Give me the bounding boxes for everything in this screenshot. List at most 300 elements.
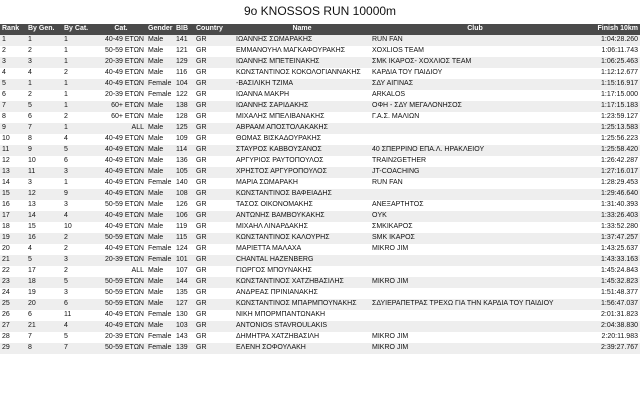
cell-name: ΙΩΑΝΝΗΣ ΣΩΜΑΡΑΚΗΣ [234, 35, 370, 46]
cell-bib: 139 [174, 343, 194, 354]
cell-name: ΝΙΚΗ ΜΠΟΡΜΠΑΝΤΩΝΑΚΗ [234, 310, 370, 321]
cell-by-category: 6 [62, 299, 96, 310]
cell-by-gender: 10 [26, 156, 62, 167]
cell-country: GR [194, 134, 234, 145]
cell-bib: 135 [174, 288, 194, 299]
cell-bib: 144 [174, 277, 194, 288]
col-name[interactable]: Name [234, 24, 370, 35]
cell-category: 50-59 ΕΤΩΝ [96, 288, 146, 299]
cell-gender: Male [146, 288, 174, 299]
cell-rank: 22 [0, 266, 26, 277]
cell-by-category: 4 [62, 321, 96, 332]
cell-by-category: 2 [62, 233, 96, 244]
col-category[interactable]: Cat. [96, 24, 146, 35]
cell-club: ΟΦΗ - ΣΔΥ ΜΕΓΑΛΟΝΗΣΟΣ [370, 101, 580, 112]
cell-rank: 9 [0, 123, 26, 134]
cell-category: 40-49 ΕΤΩΝ [96, 68, 146, 79]
cell-by-category: 5 [62, 332, 96, 343]
cell-finish: 2:01:31.823 [580, 310, 640, 321]
cell-finish: 1:15:16.917 [580, 79, 640, 90]
cell-country: GR [194, 101, 234, 112]
cell-by-gender: 1 [26, 35, 62, 46]
cell-club [370, 255, 580, 266]
cell-country: GR [194, 112, 234, 123]
cell-country: GR [194, 321, 234, 332]
cell-by-gender: 11 [26, 167, 62, 178]
cell-name: ΕΛΕΝΗ ΣΟΦΟΥΛΑΚΗ [234, 343, 370, 354]
cell-bib: 143 [174, 332, 194, 343]
cell-bib: 124 [174, 244, 194, 255]
table-row[interactable] [0, 156, 640, 167]
cell-rank: 8 [0, 112, 26, 123]
cell-club: ΣΔΥ ΑΙΓΙΝΑΣ [370, 79, 580, 90]
cell-bib: 107 [174, 266, 194, 277]
cell-category: 40-49 ΕΤΩΝ [96, 79, 146, 90]
cell-rank: 5 [0, 79, 26, 90]
table-row[interactable] [0, 79, 640, 90]
cell-by-category: 9 [62, 189, 96, 200]
cell-by-gender: 5 [26, 255, 62, 266]
cell-name: ΜΑΡΙΑ ΣΩΜΑΡΑΚΗ [234, 178, 370, 189]
cell-name: ΙΩΑΝΝΗΣ ΜΠΕΤΕΙΝΑΚΗΣ [234, 57, 370, 68]
cell-gender: Male [146, 266, 174, 277]
cell-finish: 2:04:38.830 [580, 321, 640, 332]
cell-rank: 3 [0, 57, 26, 68]
cell-by-category: 4 [62, 134, 96, 145]
cell-bib: 125 [174, 123, 194, 134]
table-row[interactable] [0, 112, 640, 123]
cell-by-gender: 19 [26, 288, 62, 299]
cell-country: GR [194, 68, 234, 79]
cell-bib: 121 [174, 46, 194, 57]
col-country[interactable]: Country [194, 24, 234, 35]
cell-rank: 11 [0, 145, 26, 156]
cell-rank: 16 [0, 200, 26, 211]
table-row[interactable] [0, 288, 640, 299]
table-row[interactable] [0, 178, 640, 189]
table-row[interactable] [0, 343, 640, 354]
cell-by-category: 3 [62, 167, 96, 178]
cell-country: GR [194, 332, 234, 343]
cell-bib: 103 [174, 321, 194, 332]
cell-category: 50-59 ΕΤΩΝ [96, 233, 146, 244]
cell-bib: 101 [174, 255, 194, 266]
cell-bib: 128 [174, 112, 194, 123]
cell-category: 50-59 ΕΤΩΝ [96, 343, 146, 354]
col-by-category[interactable]: By Cat. [62, 24, 96, 35]
cell-finish: 2:20:11.983 [580, 332, 640, 343]
cell-finish: 1:31:40.393 [580, 200, 640, 211]
cell-rank: 2 [0, 46, 26, 57]
cell-club: RUN FAN [370, 178, 580, 189]
cell-by-gender: 18 [26, 277, 62, 288]
cell-finish: 1:06:25.463 [580, 57, 640, 68]
cell-name: ΑΒΡΑΑΜ ΑΠΟΣΤΟΛΑΚΑΚΗΣ [234, 123, 370, 134]
cell-club [370, 266, 580, 277]
cell-name: ΓΙΩΡΓΟΣ ΜΠΟΥΝΑΚΗΣ [234, 266, 370, 277]
cell-gender: Male [146, 189, 174, 200]
cell-club: ARKALOS [370, 90, 580, 101]
cell-by-category: 3 [62, 255, 96, 266]
cell-gender: Female [146, 343, 174, 354]
cell-country: GR [194, 90, 234, 101]
cell-country: GR [194, 167, 234, 178]
cell-category: 20-39 ΕΤΩΝ [96, 90, 146, 101]
cell-bib: 138 [174, 101, 194, 112]
cell-by-gender: 4 [26, 68, 62, 79]
cell-rank: 25 [0, 299, 26, 310]
table-row[interactable] [0, 68, 640, 79]
cell-finish: 2:39:27.767 [580, 343, 640, 354]
cell-name: ΚΩΝΣΤΑΝΤΙΝΟΣ ΜΠΑΡΜΠΟΥΝΑΚΗΣ [234, 299, 370, 310]
cell-gender: Female [146, 332, 174, 343]
cell-name: ΜΙΧΑΗΛ ΛΙΝΑΡΔΑΚΗΣ [234, 222, 370, 233]
table-row[interactable] [0, 145, 640, 156]
cell-gender: Male [146, 112, 174, 123]
cell-name: ΚΩΝΣΤΑΝΤΙΝΟΣ ΒΑΦΕΙΑΔΗΣ [234, 189, 370, 200]
cell-gender: Male [146, 57, 174, 68]
col-gender[interactable]: Gender [146, 24, 174, 35]
cell-rank: 6 [0, 90, 26, 101]
table-row[interactable] [0, 46, 640, 57]
cell-country: GR [194, 200, 234, 211]
cell-country: GR [194, 343, 234, 354]
cell-finish: 1:56:47.037 [580, 299, 640, 310]
cell-country: GR [194, 35, 234, 46]
cell-rank: 20 [0, 244, 26, 255]
cell-finish: 1:17:15.183 [580, 101, 640, 112]
cell-by-category: 1 [62, 57, 96, 68]
cell-rank: 27 [0, 321, 26, 332]
cell-by-category: 1 [62, 123, 96, 134]
cell-club: ΑΝΕΞΑΡΤΗΤΟΣ [370, 200, 580, 211]
cell-rank: 29 [0, 343, 26, 354]
cell-by-gender: 15 [26, 222, 62, 233]
table-row[interactable] [0, 222, 640, 233]
cell-by-category: 3 [62, 200, 96, 211]
cell-name: ΑΡΓΥΡΙΟΣ ΡΑΥΤΟΠΟΥΛΟΣ [234, 156, 370, 167]
cell-country: GR [194, 222, 234, 233]
cell-by-gender: 6 [26, 112, 62, 123]
cell-by-gender: 21 [26, 321, 62, 332]
cell-by-category: 2 [62, 68, 96, 79]
cell-country: GR [194, 299, 234, 310]
cell-rank: 4 [0, 68, 26, 79]
cell-gender: Female [146, 310, 174, 321]
cell-club: MIKRO JIM [370, 343, 580, 354]
cell-gender: Male [146, 299, 174, 310]
cell-bib: 114 [174, 145, 194, 156]
cell-rank: 7 [0, 101, 26, 112]
cell-by-category: 5 [62, 277, 96, 288]
cell-rank: 24 [0, 288, 26, 299]
table-row[interactable] [0, 255, 640, 266]
cell-country: GR [194, 233, 234, 244]
cell-finish: 1:33:52.280 [580, 222, 640, 233]
cell-bib: 119 [174, 222, 194, 233]
cell-by-gender: 17 [26, 266, 62, 277]
cell-category: 40-49 ΕΤΩΝ [96, 35, 146, 46]
cell-name: ΣΤΑΥΡΟΣ ΚΑΒΒΟΥΣΑΝΟΣ [234, 145, 370, 156]
cell-name: ΤΑΣΟΣ ΟΙΚΟΝΟΜΑΚΗΣ [234, 200, 370, 211]
cell-finish: 1:04:28.260 [580, 35, 640, 46]
cell-by-gender: 12 [26, 189, 62, 200]
cell-by-gender: 2 [26, 90, 62, 101]
cell-club: Γ.Α.Σ. ΜΑΛΙΩΝ [370, 112, 580, 123]
cell-gender: Male [146, 134, 174, 145]
cell-gender: Male [146, 277, 174, 288]
cell-club: ΣΜΚ ΙΚΑΡΟΣ- ΧΟΧΛΙΟΣ TEAM [370, 57, 580, 68]
cell-by-gender: 6 [26, 310, 62, 321]
cell-rank: 17 [0, 211, 26, 222]
cell-gender: Male [146, 68, 174, 79]
cell-country: GR [194, 266, 234, 277]
cell-bib: 127 [174, 299, 194, 310]
cell-by-gender: 13 [26, 200, 62, 211]
cell-country: GR [194, 156, 234, 167]
cell-bib: 126 [174, 200, 194, 211]
cell-rank: 28 [0, 332, 26, 343]
cell-by-gender: 8 [26, 134, 62, 145]
cell-category: 40-49 ΕΤΩΝ [96, 244, 146, 255]
cell-category: 40-49 ΕΤΩΝ [96, 145, 146, 156]
cell-finish: 1:45:32.823 [580, 277, 640, 288]
cell-by-category: 1 [62, 90, 96, 101]
cell-gender: Female [146, 255, 174, 266]
cell-club: 40 ΣΠΕΡΡΙΝΟ ΕΠΑ.Λ. ΗΡΑΚΛΕΙΟΥ [370, 145, 580, 156]
cell-rank: 15 [0, 189, 26, 200]
cell-finish: 1:33:26.403 [580, 211, 640, 222]
cell-by-gender: 9 [26, 145, 62, 156]
cell-by-gender: 5 [26, 101, 62, 112]
cell-finish: 1:29:46.640 [580, 189, 640, 200]
cell-name: ΑΝΤΩΝΗΣ ΒΑΜΒΟΥΚΑΚΗΣ [234, 211, 370, 222]
cell-gender: Female [146, 178, 174, 189]
cell-by-category: 1 [62, 178, 96, 189]
col-by-gender[interactable]: By Gen. [26, 24, 62, 35]
table-row[interactable] [0, 332, 640, 343]
col-finish[interactable]: Finish 10km [580, 24, 640, 35]
cell-category: 50-59 ΕΤΩΝ [96, 299, 146, 310]
cell-country: GR [194, 277, 234, 288]
table-row[interactable] [0, 57, 640, 68]
cell-category: 40-49 ΕΤΩΝ [96, 167, 146, 178]
cell-name: ΙΩΑΝΝΑ ΜΑΚΡΗ [234, 90, 370, 101]
cell-category: 40-49 ΕΤΩΝ [96, 211, 146, 222]
cell-by-gender: 7 [26, 332, 62, 343]
cell-club: TRAIN2GETHER [370, 156, 580, 167]
table-row[interactable] [0, 266, 640, 277]
table-row[interactable] [0, 299, 640, 310]
cell-by-gender: 16 [26, 233, 62, 244]
cell-by-category: 1 [62, 46, 96, 57]
cell-gender: Male [146, 123, 174, 134]
cell-by-category: 4 [62, 211, 96, 222]
table-row[interactable] [0, 123, 640, 134]
cell-finish: 1:51:48.377 [580, 288, 640, 299]
cell-club [370, 321, 580, 332]
cell-club: MIKRO JIM [370, 277, 580, 288]
cell-by-gender: 14 [26, 211, 62, 222]
cell-rank: 23 [0, 277, 26, 288]
table-row[interactable] [0, 244, 640, 255]
cell-country: GR [194, 46, 234, 57]
cell-finish: 1:43:25.637 [580, 244, 640, 255]
cell-name: ΑΝΔΡΕΑΣ ΠΡΙΝΙΑΝΑΚΗΣ [234, 288, 370, 299]
cell-bib: 116 [174, 68, 194, 79]
col-rank[interactable]: Rank [0, 24, 26, 35]
cell-club [370, 189, 580, 200]
cell-finish: 1:17:15.000 [580, 90, 640, 101]
table-row[interactable] [0, 233, 640, 244]
cell-rank: 10 [0, 134, 26, 145]
cell-finish: 1:27:16.017 [580, 167, 640, 178]
cell-club [370, 288, 580, 299]
cell-finish: 1:43:33.163 [580, 255, 640, 266]
cell-gender: Male [146, 200, 174, 211]
cell-category: 40-49 ΕΤΩΝ [96, 178, 146, 189]
table-row[interactable] [0, 134, 640, 145]
cell-finish: 1:37:47.257 [580, 233, 640, 244]
cell-country: GR [194, 244, 234, 255]
cell-gender: Female [146, 244, 174, 255]
table-row[interactable] [0, 321, 640, 332]
cell-by-gender: 3 [26, 57, 62, 68]
cell-bib: 136 [174, 156, 194, 167]
cell-name: ΚΩΝΣΤΑΝΤΙΝΟΣ ΚΑΛΟΥΡΗΣ [234, 233, 370, 244]
cell-by-gender: 20 [26, 299, 62, 310]
cell-rank: 14 [0, 178, 26, 189]
cell-name: ΙΩΑΝΝΗΣ ΣΑΡΙΔΑΚΗΣ [234, 101, 370, 112]
cell-gender: Male [146, 156, 174, 167]
cell-category: 40-49 ΕΤΩΝ [96, 189, 146, 200]
cell-name: ANTONIOS STAVROULAKIS [234, 321, 370, 332]
cell-rank: 19 [0, 233, 26, 244]
table-row[interactable] [0, 200, 640, 211]
cell-gender: Male [146, 222, 174, 233]
col-bib[interactable]: BIB [174, 24, 194, 35]
cell-gender: Male [146, 321, 174, 332]
cell-category: 60+ ΕΤΩΝ [96, 101, 146, 112]
cell-by-category: 3 [62, 288, 96, 299]
cell-country: GR [194, 189, 234, 200]
cell-by-category: 1 [62, 79, 96, 90]
table-row[interactable] [0, 35, 640, 46]
cell-category: 20-39 ΕΤΩΝ [96, 255, 146, 266]
cell-finish: 1:25:58.420 [580, 145, 640, 156]
cell-category: 40-49 ΕΤΩΝ [96, 310, 146, 321]
cell-country: GR [194, 310, 234, 321]
cell-gender: Male [146, 211, 174, 222]
cell-by-category: 11 [62, 310, 96, 321]
cell-club: XOXLIOS TEAM [370, 46, 580, 57]
table-row[interactable] [0, 167, 640, 178]
page-title: 9o KNOSSOS RUN 10000m [243, 4, 397, 18]
table-row[interactable] [0, 277, 640, 288]
cell-club [370, 123, 580, 134]
cell-gender: Male [146, 233, 174, 244]
cell-by-gender: 4 [26, 244, 62, 255]
cell-name: ΧΡΗΣΤΟΣ ΑΡΓΥΡΟΠΟΥΛΟΣ [234, 167, 370, 178]
cell-country: GR [194, 255, 234, 266]
cell-finish: 1:26:42.287 [580, 156, 640, 167]
cell-club: RUN FAN [370, 35, 580, 46]
cell-rank: 18 [0, 222, 26, 233]
col-club[interactable]: Club [370, 24, 580, 35]
cell-country: GR [194, 79, 234, 90]
cell-by-category: 2 [62, 244, 96, 255]
cell-name: CHANTAL HAZENBERG [234, 255, 370, 266]
cell-country: GR [194, 288, 234, 299]
cell-club [370, 310, 580, 321]
cell-club: MIKRO JIM [370, 332, 580, 343]
cell-club [370, 134, 580, 145]
cell-finish: 1:06:11.743 [580, 46, 640, 57]
cell-by-category: 1 [62, 35, 96, 46]
cell-bib: 122 [174, 90, 194, 101]
cell-category: 20-39 ΕΤΩΝ [96, 332, 146, 343]
cell-name: ΜΙΧΑΛΗΣ ΜΠΕΛΙΒΑΝΑΚΗΣ [234, 112, 370, 123]
cell-rank: 26 [0, 310, 26, 321]
cell-name: ΘΩΜΑΣ ΒΙΣΚΑΔΟΥΡΑΚΗΣ [234, 134, 370, 145]
table-row[interactable] [0, 90, 640, 101]
cell-bib: 130 [174, 310, 194, 321]
cell-name: ΕΜΜΑΝΟΥΗΛ ΜΑΓΚΑΦΟΥΡΑΚΗΣ [234, 46, 370, 57]
results-table [0, 24, 640, 354]
cell-name: ΔΗΜΗΤΡΑ ΧΑΤΖΗΒΑΣΙΛΗ [234, 332, 370, 343]
cell-name: ΜΑΡΙΕΤΤΑ ΜΑΛΑΧΑ [234, 244, 370, 255]
cell-rank: 21 [0, 255, 26, 266]
cell-by-gender: 2 [26, 46, 62, 57]
table-row[interactable] [0, 189, 640, 200]
header-row [0, 24, 640, 35]
cell-gender: Male [146, 145, 174, 156]
cell-finish: 1:45:24.843 [580, 266, 640, 277]
cell-bib: 106 [174, 211, 194, 222]
cell-country: GR [194, 211, 234, 222]
cell-by-gender: 7 [26, 123, 62, 134]
table-row[interactable] [0, 211, 640, 222]
cell-club: MIKRO JIM [370, 244, 580, 255]
cell-bib: 104 [174, 79, 194, 90]
cell-by-category: 1 [62, 101, 96, 112]
cell-bib: 115 [174, 233, 194, 244]
cell-rank: 13 [0, 167, 26, 178]
cell-finish: 1:23:59.127 [580, 112, 640, 123]
cell-country: GR [194, 123, 234, 134]
cell-finish: 1:28:29.453 [580, 178, 640, 189]
cell-rank: 1 [0, 35, 26, 46]
cell-name: -ΒΑΣΙΛΙΚΗ ΤΖΙΜΑ [234, 79, 370, 90]
cell-bib: 129 [174, 57, 194, 68]
table-row[interactable] [0, 310, 640, 321]
cell-category: ALL [96, 266, 146, 277]
cell-finish: 1:12:12.677 [580, 68, 640, 79]
cell-category: ALL [96, 123, 146, 134]
cell-bib: 108 [174, 189, 194, 200]
cell-gender: Female [146, 79, 174, 90]
cell-category: 60+ ΕΤΩΝ [96, 112, 146, 123]
table-row[interactable] [0, 101, 640, 112]
cell-by-category: 6 [62, 156, 96, 167]
cell-gender: Male [146, 46, 174, 57]
cell-category: 40-49 ΕΤΩΝ [96, 156, 146, 167]
cell-gender: Female [146, 90, 174, 101]
cell-category: 50-59 ΕΤΩΝ [96, 277, 146, 288]
cell-name: ΚΩΝΣΤΑΝΤΙΝΟΣ ΚΟΚΟΛΟΓΙΑΝΝΑΚΗΣ [234, 68, 370, 79]
cell-category: 50-59 ΕΤΩΝ [96, 200, 146, 211]
cell-by-gender: 3 [26, 178, 62, 189]
